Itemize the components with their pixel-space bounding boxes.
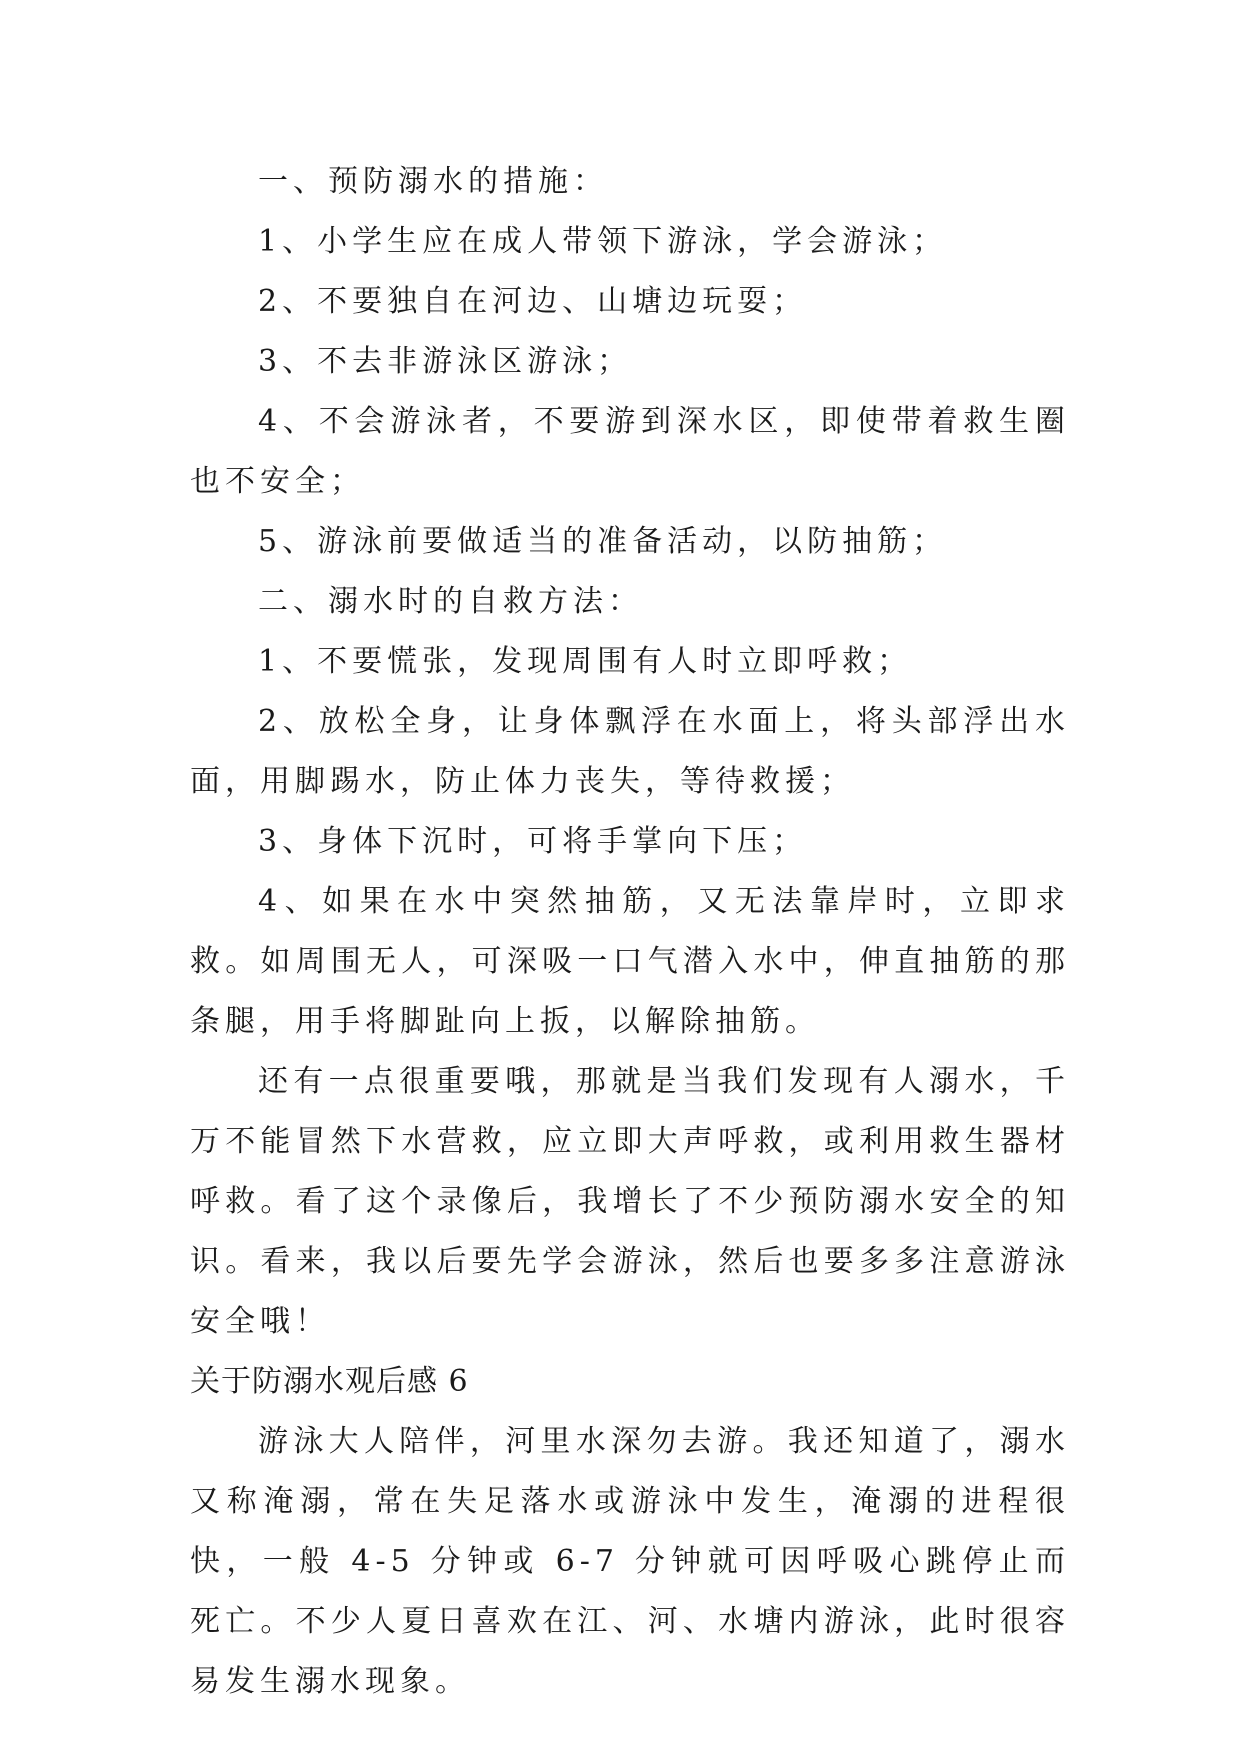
section-one-heading: 一、预防溺水的措施： xyxy=(258,164,608,199)
self-rescue-item-3: 3、身体下沉时，可将手掌向下压； xyxy=(258,824,808,859)
self-rescue-item-2: 2、放松全身，让身体飘浮在水面上，将头部浮出水面，用脚踢水，防止体力丧失，等待救援； xyxy=(190,704,1070,799)
essay-title: 关于防溺水观后感 6 xyxy=(190,1364,469,1399)
prevention-item-1: 1、小学生应在成人带领下游泳，学会游泳； xyxy=(258,224,948,259)
closing-paragraph: 还有一点很重要哦，那就是当我们发现有人溺水，千万不能冒然下水营救，应立即大声呼救，或利用救生器材呼救。看了这个录像后，我增长了不少预防溺水安全的知识。看来，我以后要先学会游泳，然后也要多多注意游泳安全哦！ xyxy=(190,1064,1070,1339)
essay-paragraph: 游泳大人陪伴，河里水深勿去游。我还知道了，溺水又称淹溺，常在失足落水或游泳中发生，淹溺的进程很快，一般 4-5 分钟或 6-7 分钟就可因呼吸心跳停止而死亡。不少人夏日喜欢在江、河、水塘内游泳，此时很容易发生溺水现象。 xyxy=(190,1424,1070,1699)
prevention-item-4: 4、不会游泳者，不要游到深水区，即使带着救生圈也不安全； xyxy=(190,404,1070,499)
self-rescue-item-1: 1、不要慌张，发现周围有人时立即呼救； xyxy=(258,644,913,679)
prevention-item-5: 5、游泳前要做适当的准备活动，以防抽筋； xyxy=(258,524,948,559)
prevention-item-3: 3、不去非游泳区游泳； xyxy=(258,344,633,379)
document-body xyxy=(190,152,1070,1712)
self-rescue-item-4: 4、如果在水中突然抽筋，又无法靠岸时，立即求救。如周围无人，可深吸一口气潜入水中，伸直抽筋的那条腿，用手将脚趾向上扳，以解除抽筋。 xyxy=(190,884,1070,1039)
section-two-heading: 二、溺水时的自救方法： xyxy=(258,584,643,619)
prevention-item-2: 2、不要独自在河边、山塘边玩耍； xyxy=(258,284,808,319)
